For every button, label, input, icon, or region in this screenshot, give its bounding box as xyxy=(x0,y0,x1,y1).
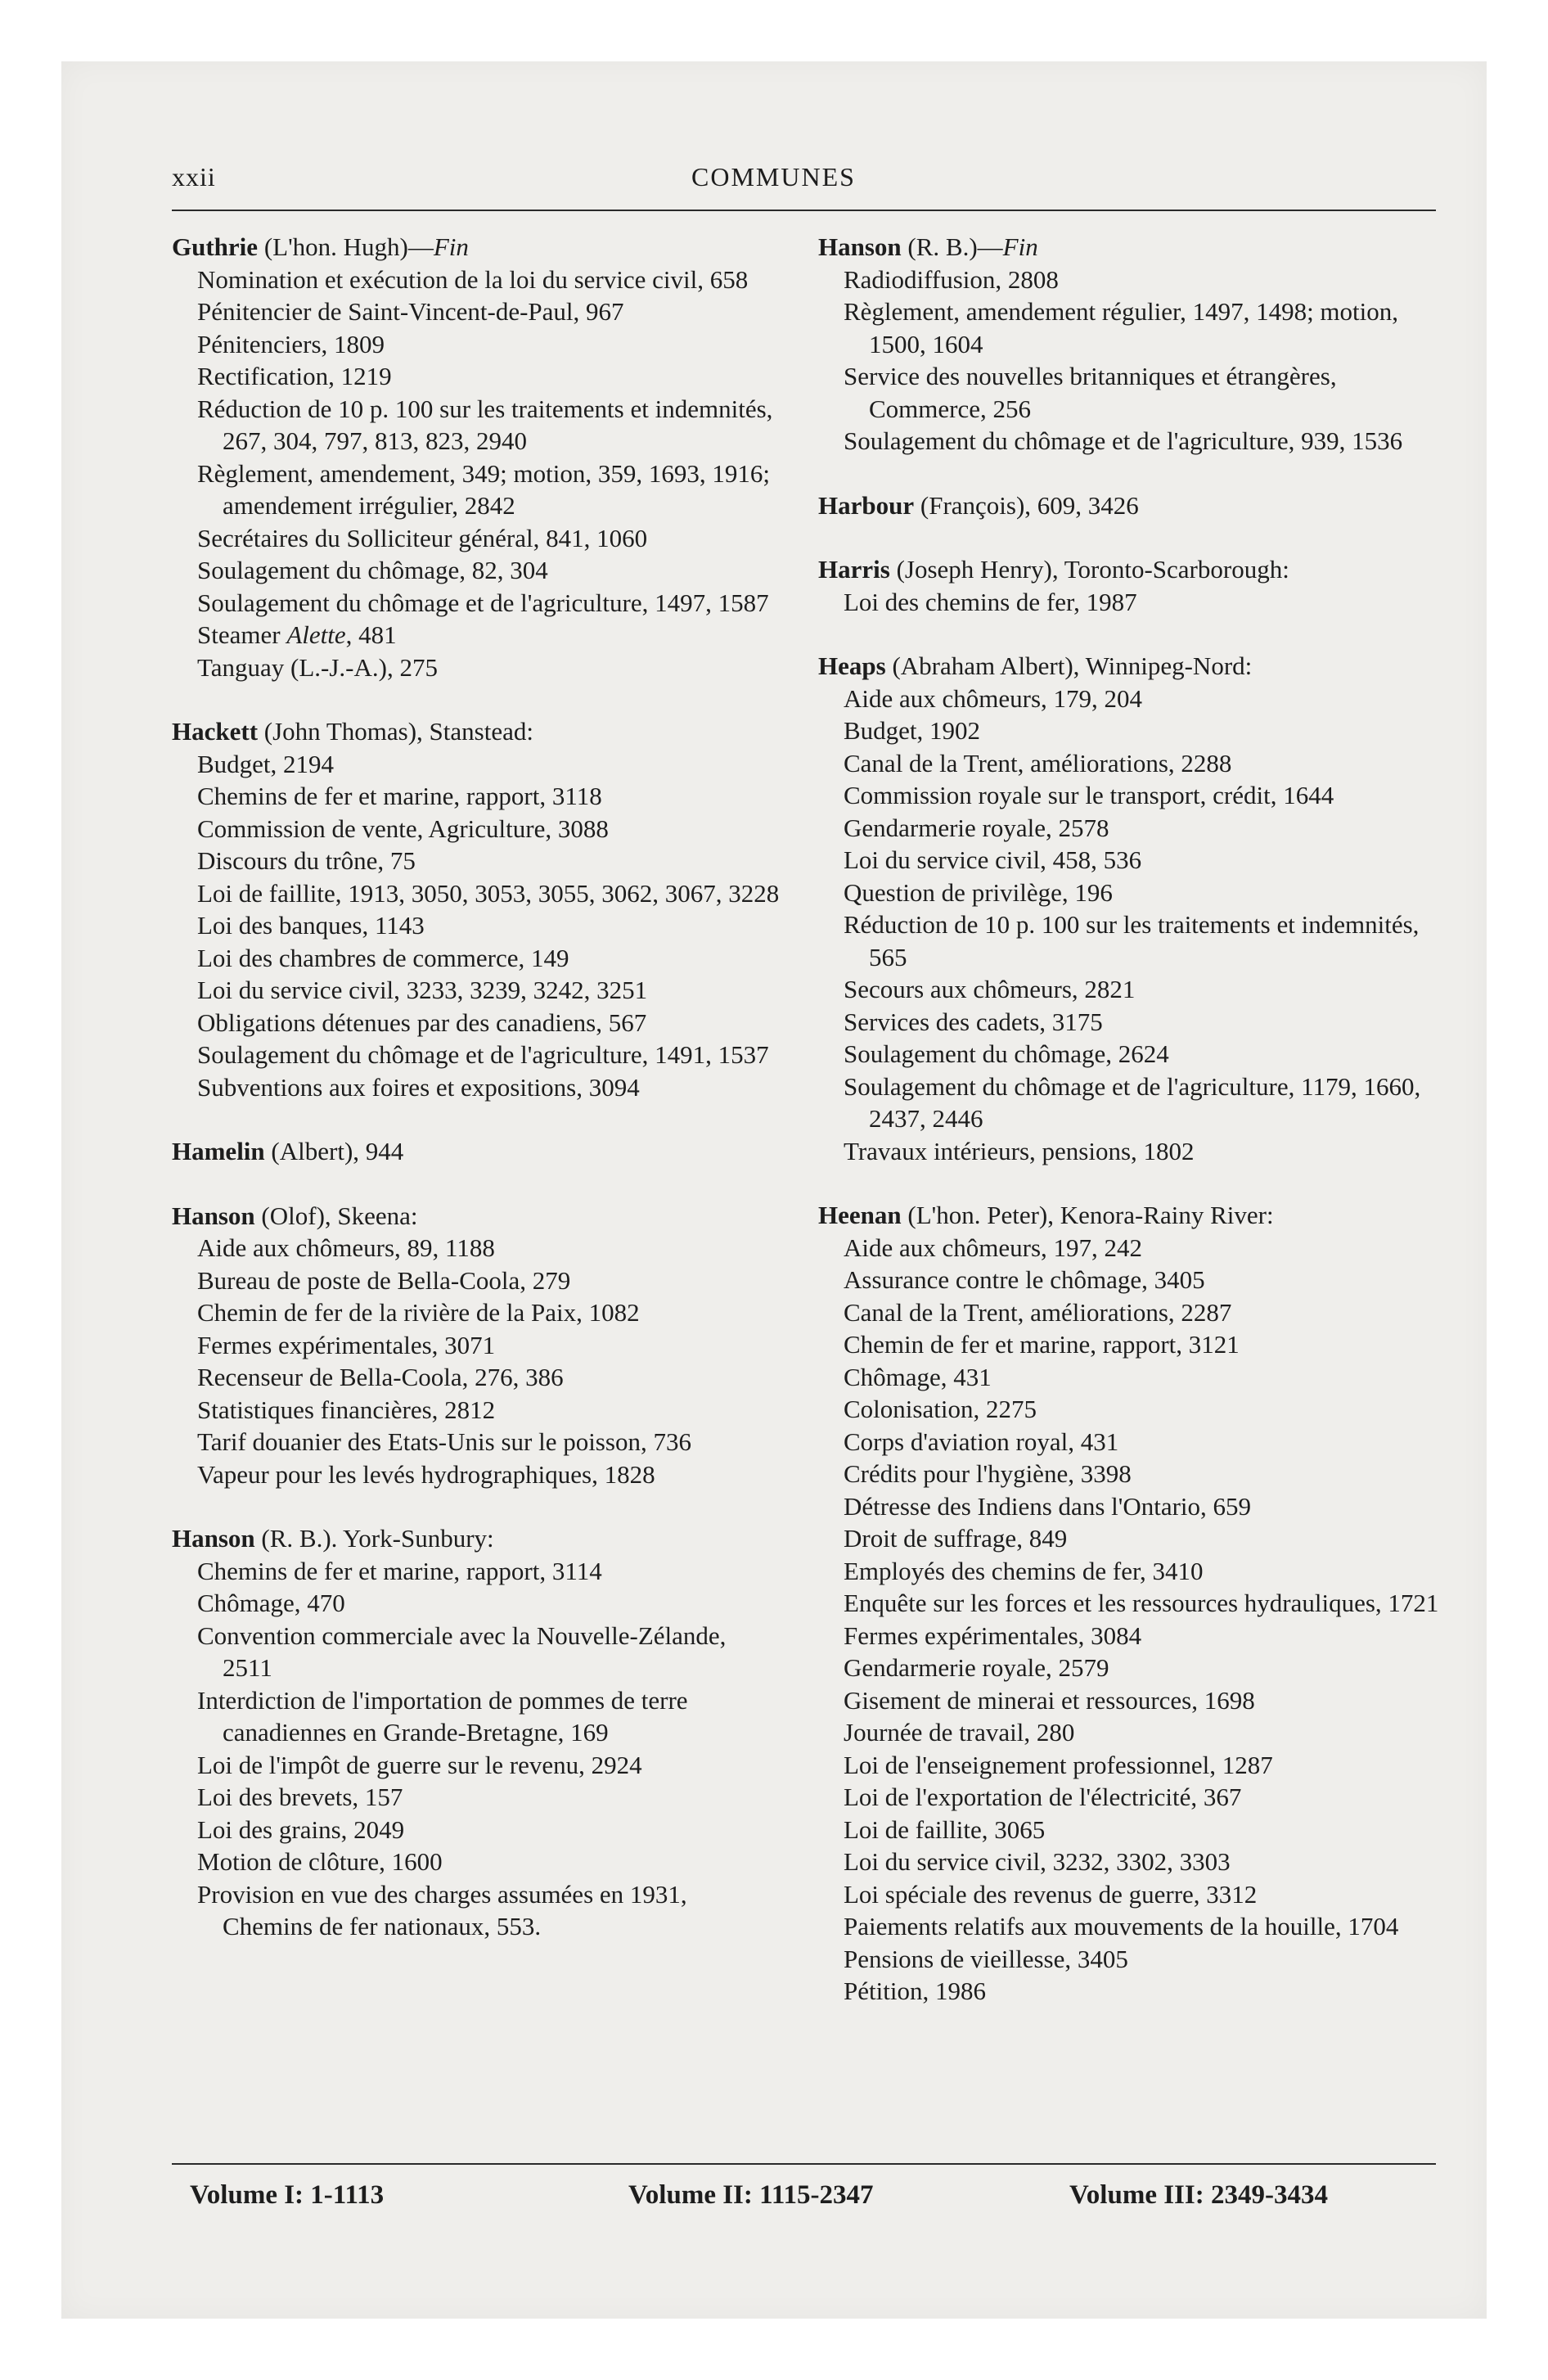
entry-surname: Hanson xyxy=(172,1201,255,1230)
subentry: Assurance contre le chômage, 3405 xyxy=(844,1265,1205,1294)
subentry: Réduction de 10 p. 100 sur les traitements et indemnités, 565 xyxy=(844,910,1420,971)
entry-qualifier: (R. B.). York-Sunbury: xyxy=(261,1524,494,1553)
entry-continued-marker: Fin xyxy=(433,232,469,261)
subentry: Chômage, 431 xyxy=(844,1362,992,1391)
subentry: Services des cadets, 3175 xyxy=(844,1007,1103,1036)
entry-qualifier: (John Thomas), Stanstead: xyxy=(263,717,533,746)
subentry: Gendarmerie royale, 2578 xyxy=(844,813,1109,842)
subentry: Budget, 2194 xyxy=(197,749,335,778)
subentry: Chemin de fer de la rivière de la Paix, 1082 xyxy=(197,1298,640,1327)
subentry: Nomination et exécution de la loi du service civil, 658 xyxy=(197,264,749,294)
subentry: Loi des banques, 1143 xyxy=(197,911,425,940)
volume-1-range: Volume I: 1-1113 xyxy=(190,2180,385,2210)
subentry: Loi des grains, 2049 xyxy=(197,1814,405,1844)
ship-name: Alette xyxy=(286,620,346,649)
subentry: Pénitencier de Saint-Vincent-de-Paul, 967 xyxy=(197,297,624,326)
volume-3-range: Volume III: 2349-3434 xyxy=(1069,2180,1328,2210)
subentry: Soulagement du chômage et de l'agriculture, 1179, 1660, 2437, 2446 xyxy=(844,1071,1421,1133)
subentry: Radiodiffusion, 2808 xyxy=(844,264,1059,294)
entry-qualifier: (Albert), 944 xyxy=(271,1137,404,1165)
right-column xyxy=(818,231,1440,2008)
subentry: Règlement, amendement, 349; motion, 359, 1693, 1916; amendement irrégulier, 2842 xyxy=(197,458,770,520)
entry-surname: Harris xyxy=(818,555,890,584)
subentry: Loi du service civil, 3233, 3239, 3242, 3251 xyxy=(197,976,648,1004)
subentry: Motion de clôture, 1600 xyxy=(197,1847,443,1876)
subentry: Loi des chambres de commerce, 149 xyxy=(197,943,569,972)
subentry: Tanguay (L.-J.-A.), 275 xyxy=(197,652,438,682)
running-head: COMMUNES xyxy=(691,162,856,192)
subentry: Soulagement du chômage, 2624 xyxy=(844,1039,1169,1068)
index-entry xyxy=(818,1199,1440,2008)
page-number: xxii xyxy=(172,162,216,192)
subentry: Soulagement du chômage et de l'agriculture, 1491, 1537 xyxy=(197,1040,769,1069)
index-entry xyxy=(172,1200,781,1491)
entry-surname: Hackett xyxy=(172,717,259,746)
entry-heading xyxy=(172,715,781,748)
subentry: Loi du service civil, 458, 536 xyxy=(844,845,1142,874)
subentry: Tarif douanier des Etats-Unis sur le poisson, 736 xyxy=(197,1427,691,1456)
subentry: Gisement de minerai et ressources, 1698 xyxy=(844,1685,1255,1715)
entry-qualifier: (Abraham Albert), Winnipeg-Nord: xyxy=(892,651,1253,680)
entry-surname: Guthrie xyxy=(172,232,259,261)
subentry: Statistiques financières, 2812 xyxy=(197,1395,496,1424)
subentry: Aide aux chômeurs, 89, 1188 xyxy=(197,1233,495,1262)
subentry: Canal de la Trent, améliorations, 2287 xyxy=(844,1297,1232,1327)
subentry: Service des nouvelles britanniques et étrangères, Commerce, 256 xyxy=(844,362,1337,423)
subentry: Loi du service civil, 3232, 3302, 3303 xyxy=(844,1847,1231,1876)
index-entry xyxy=(172,231,781,683)
subentry: Soulagement du chômage et de l'agriculture, 939, 1536 xyxy=(844,426,1403,455)
subentry: Provision en vue des charges assumées en 1931, Chemins de fer nationaux, 553. xyxy=(197,1879,687,1941)
index-entry xyxy=(818,489,1440,522)
entry-heading xyxy=(172,1200,781,1233)
index-entry xyxy=(172,715,781,1103)
entry-heading xyxy=(172,1522,781,1555)
subentry: Secrétaires du Solliciteur général, 841, 1060 xyxy=(197,523,648,552)
entry-heading xyxy=(172,231,781,264)
entry-qualifier: (R. B.)— xyxy=(907,232,1003,261)
entry-heading xyxy=(818,489,1440,522)
subentry: Pénitenciers, 1809 xyxy=(197,329,385,358)
subentry: Chemins de fer et marine, rapport, 3118 xyxy=(197,782,602,810)
subentry: Discours du trône, 75 xyxy=(197,846,416,875)
entry-qualifier: (L'hon. Peter), Kenora-Rainy River: xyxy=(907,1201,1274,1229)
subentry: Loi des brevets, 157 xyxy=(197,1783,403,1811)
subentry: Vapeur pour les levés hydrographiques, 1828 xyxy=(197,1459,655,1489)
subentry: Obligations détenues par des canadiens, 567 xyxy=(197,1007,647,1037)
entry-surname: Hanson xyxy=(172,1524,255,1553)
subentry: Loi de l'exportation de l'électricité, 367 xyxy=(844,1783,1242,1811)
footer-rule xyxy=(172,2163,1436,2165)
subentry: Corps d'aviation royal, 431 xyxy=(844,1427,1119,1456)
entry-heading xyxy=(818,553,1440,586)
subentry: Commission de vente, Agriculture, 3088 xyxy=(197,814,609,843)
subentry: Colonisation, 2275 xyxy=(844,1395,1037,1423)
subentry: Canal de la Trent, améliorations, 2288 xyxy=(844,748,1232,778)
entry-qualifier: (L'hon. Hugh)— xyxy=(263,232,434,261)
subentry: Bureau de poste de Bella-Coola, 279 xyxy=(197,1265,571,1295)
subentry: Recenseur de Bella-Coola, 276, 386 xyxy=(197,1363,564,1391)
left-column xyxy=(172,231,781,1943)
subentry: Loi des chemins de fer, 1987 xyxy=(844,587,1137,616)
subentry: Interdiction de l'importation de pommes de terre canadiennes en Grande-Bretagne, 169 xyxy=(197,1685,688,1747)
subentry: Loi spéciale des revenus de guerre, 3312 xyxy=(844,1879,1258,1909)
entry-surname: Heenan xyxy=(818,1201,902,1229)
subentry: Commission royale sur le transport, crédit, 1644 xyxy=(844,781,1334,809)
entry-surname: Hamelin xyxy=(172,1137,265,1165)
subentry: Aide aux chômeurs, 197, 242 xyxy=(844,1233,1143,1262)
subentry: Loi de faillite, 1913, 3050, 3053, 3055, 3062, 3067, 3228 xyxy=(197,878,780,908)
entry-qualifier: (Olof), Skeena: xyxy=(261,1201,418,1230)
volume-2-range: Volume II: 1115-2347 xyxy=(628,2180,874,2210)
subentry: Question de privilège, 196 xyxy=(844,877,1113,907)
subentry: Travaux intérieurs, pensions, 1802 xyxy=(844,1136,1195,1165)
subentry: Journée de travail, 280 xyxy=(844,1718,1075,1747)
subentry: Budget, 1902 xyxy=(844,716,981,745)
subentry: Règlement, amendement régulier, 1497, 1498; motion, 1500, 1604 xyxy=(844,297,1399,358)
subentry: Gendarmerie royale, 2579 xyxy=(844,1653,1109,1682)
subentry: Loi de faillite, 3065 xyxy=(844,1814,1046,1844)
entry-qualifier: (Joseph Henry), Toronto-Scarborough: xyxy=(896,555,1289,584)
subentry: Soulagement du chômage et de l'agriculture, 1497, 1587 xyxy=(197,588,769,617)
subentry: Chemin de fer et marine, rapport, 3121 xyxy=(844,1330,1240,1359)
subentry: Crédits pour l'hygiène, 3398 xyxy=(844,1459,1132,1488)
entry-surname: Heaps xyxy=(818,651,886,680)
subentry: Fermes expérimentales, 3071 xyxy=(197,1330,496,1359)
subentry: Fermes expérimentales, 3084 xyxy=(844,1620,1142,1650)
index-entry xyxy=(818,650,1440,1167)
entry-qualifier: (François), 609, 3426 xyxy=(920,490,1139,520)
entry-heading xyxy=(818,1199,1440,1232)
subentry: Rectification, 1219 xyxy=(197,362,392,390)
index-entry xyxy=(172,1522,781,1943)
entry-surname: Harbour xyxy=(818,490,915,520)
entry-surname: Hanson xyxy=(818,232,902,261)
subentry: Pétition, 1986 xyxy=(844,1977,986,2005)
subentry: Employés des chemins de fer, 3410 xyxy=(844,1556,1204,1585)
subentry: Soulagement du chômage, 82, 304 xyxy=(197,556,548,584)
subentry: Secours aux chômeurs, 2821 xyxy=(844,975,1136,1003)
index-entry xyxy=(818,231,1440,458)
subentry: Aide aux chômeurs, 179, 204 xyxy=(844,683,1143,713)
entry-continued-marker: Fin xyxy=(1002,232,1038,261)
entry-heading xyxy=(818,231,1440,264)
entry-heading xyxy=(818,650,1440,683)
subentry: Pensions de vieillesse, 3405 xyxy=(844,1944,1128,1973)
subentry: Paiements relatifs aux mouvements de la houille, 1704 xyxy=(844,1912,1399,1941)
index-entry xyxy=(172,1135,781,1168)
subentry: Enquête sur les forces et les ressources hydrauliques, 1721 xyxy=(844,1589,1439,1617)
subentry: Chômage, 470 xyxy=(197,1589,345,1617)
header-rule xyxy=(172,210,1436,211)
index-entry xyxy=(818,553,1440,618)
entry-heading xyxy=(172,1135,781,1168)
subentry: Loi de l'enseignement professionnel, 1287 xyxy=(844,1750,1273,1779)
subentry: Détresse des Indiens dans l'Ontario, 659 xyxy=(844,1491,1252,1521)
subentry: Chemins de fer et marine, rapport, 3114 xyxy=(197,1556,602,1585)
subentry: Steamer Alette, 481 xyxy=(197,620,397,649)
subentry: Droit de suffrage, 849 xyxy=(844,1524,1068,1553)
subentry: Réduction de 10 p. 100 sur les traitements et indemnités, 267, 304, 797, 813, 823, 2940 xyxy=(197,394,773,455)
subentry: Loi de l'impôt de guerre sur le revenu, 2924 xyxy=(197,1750,642,1779)
subentry: Subventions aux foires et expositions, 3094 xyxy=(197,1072,640,1102)
subentry: Convention commerciale avec la Nouvelle-Zélande, 2511 xyxy=(197,1620,727,1682)
